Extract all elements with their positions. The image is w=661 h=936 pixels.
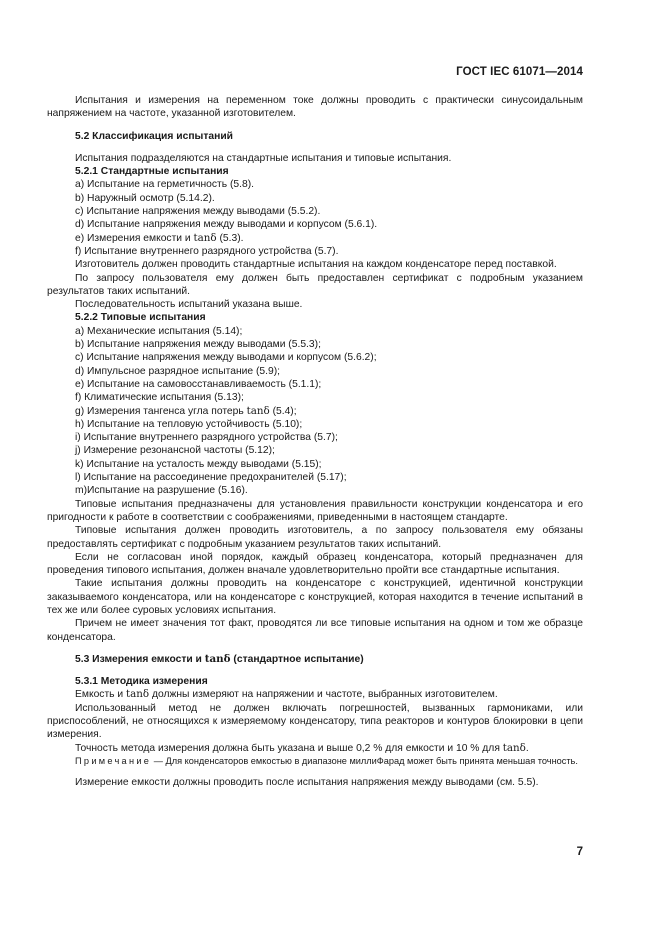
list-item-std-e-ref: (5.3). — [216, 232, 244, 244]
list-item-typ-c: c) Испытание напряжения между выводами и корпусом (5.6.2); — [75, 352, 377, 364]
paragraph-accuracy — [47, 742, 583, 755]
document-body — [47, 94, 583, 789]
list-item-std-e — [47, 232, 583, 245]
paragraph-sequence: Последовательность испытаний указана выше. — [75, 299, 303, 311]
paragraph-capacitance — [47, 688, 583, 701]
section-heading-5-2: 5.2 Классификация испытаний — [75, 130, 233, 142]
section-heading-5-3-text: 5.3 Измерения емкости и — [75, 653, 205, 665]
section-heading-5-3-1: 5.3.1 Методика измерения — [75, 676, 208, 688]
paragraph-type-manufacturer: Типовые испытания должен проводить изготовитель, а по запросу пользователя ему обязаны предоставлять сертификат с подробным указанием результатов таких испытаний. — [47, 525, 583, 550]
tan-delta-symbol: tanδ — [246, 404, 270, 417]
note-text: — Для конденсаторов емкостью в диапазоне миллиФарад может быть принята меньшая точность. — [151, 755, 578, 766]
list-item-typ-m: m)Испытание на разрушение (5.16). — [75, 485, 248, 497]
document-header-id: ГОСТ IEC 61071—2014 — [456, 66, 583, 78]
list-item-typ-g — [47, 405, 583, 418]
paragraph-capacitance-text: Емкость и — [75, 689, 126, 701]
section-heading-5-2-1: 5.2.1 Стандартные испытания — [75, 166, 229, 178]
paragraph-no-matter: Причем не имеет значения тот факт, проводятся ли все типовые испытания на одном и том же образце конденсатора. — [47, 618, 583, 643]
list-item-typ-j: j) Измерение резонансной частоты (5.12); — [75, 445, 275, 457]
section-heading-5-3-suffix: (стандартное испытание) — [230, 653, 364, 665]
paragraph-method: Использованный метод не должен включать погрешностей, вызванных гармониками, или приспособлений, не относящихся к измеряемому конденсатору, типа реакторов и контуров блокировки в цепи измерения. — [47, 702, 583, 741]
list-item-std-d: d) Испытание напряжения между выводами и корпусом (5.6.1). — [75, 219, 378, 231]
tan-delta-symbol: tanδ — [126, 688, 150, 701]
paragraph-unless-agreed: Если не согласован иной порядок, каждый образец конденсатора, который предназначен для проведения типового испытания, должен вначале удовлетворительно пройти все стандартные испытания. — [47, 551, 583, 577]
note-label: Примечание — [75, 755, 152, 766]
paragraph-accuracy-end: . — [525, 742, 529, 754]
list-item-std-a: a) Испытание на герметичность (5.8). — [75, 179, 254, 191]
paragraph-type-purpose: Типовые испытания предназначены для установления правильности конструкции конденсатора и его пригодности к работе в соответствии с соображениями, приведенными в настоящем стандарте. — [47, 498, 583, 523]
list-item-typ-k: k) Испытание на усталость между выводами (5.15); — [75, 458, 322, 470]
tan-delta-symbol: tanδ — [193, 231, 217, 244]
note — [47, 755, 583, 767]
list-item-typ-b: b) Испытание напряжения между выводами (5.5.3); — [75, 339, 321, 351]
paragraph-accuracy-text: Точность метода измерения должна быть указана и выше 0,2 % для емкости и 10 % для — [75, 742, 503, 754]
list-item-typ-f: f) Климатические испытания (5.13); — [75, 392, 244, 404]
list-item-typ-g-ref: (5.4); — [269, 405, 297, 417]
list-item-typ-a: a) Механические испытания (5.14); — [75, 325, 243, 337]
paragraph-user-request: По запросу пользователя ему должен быть предоставлен сертификат с подробным указанием результатов таких испытаний. — [47, 272, 583, 297]
list-item-typ-e: e) Испытание на самовосстанавливаемость (5.1.1); — [75, 378, 322, 390]
page-number: 7 — [576, 846, 583, 858]
list-item-std-b: b) Наружный осмотр (5.14.2). — [75, 192, 215, 204]
list-item-std-e-text: e) Измерения емкости и — [75, 232, 194, 244]
tan-delta-symbol: tanδ — [502, 741, 526, 754]
paragraph-after-voltage-test: Измерение емкости должны проводить после испытания напряжения между выводами (см. 5.5). — [75, 776, 539, 788]
paragraph-ac-testing: Испытания и измерения на переменном токе должны проводить с практически синусоидальным напряжением на частоте, указанной изготовителем. — [47, 95, 583, 120]
list-item-std-c: c) Испытание напряжения между выводами (5.5.2). — [75, 206, 321, 218]
section-heading-5-3 — [47, 653, 583, 666]
list-item-typ-d: d) Импульсное разрядное испытание (5.9); — [75, 365, 281, 377]
tan-delta-symbol: tanδ — [204, 652, 231, 665]
list-item-typ-h: h) Испытание на тепловую устойчивость (5.10); — [75, 418, 303, 430]
list-item-typ-i: i) Испытание внутреннего разрядного устройства (5.7); — [75, 432, 338, 444]
list-item-std-f: f) Испытание внутреннего разрядного устройства (5.7). — [75, 245, 339, 257]
list-item-typ-g-text: g) Измерения тангенса угла потерь — [75, 405, 247, 417]
section-heading-5-2-2: 5.2.2 Типовые испытания — [75, 312, 206, 324]
paragraph-such-tests: Такие испытания должны проводить на конденсаторе с конструкцией, идентичной конструкции заказываемого конденсатора, или на конденсаторе с конструкцией, которая находится в течение испытаний в тех же или более суровых условиях испытания. — [47, 578, 583, 616]
list-item-typ-l: l) Испытание на рассоединение предохранителей (5.17); — [75, 472, 347, 484]
paragraph-capacitance-rest: должны измеряют на напряжении и частоте, выбранных изготовителем. — [149, 689, 498, 701]
paragraph-test-classes: Испытания подразделяются на стандартные испытания и типовые испытания. — [75, 152, 452, 164]
paragraph-manufacturer: Изготовитель должен проводить стандартные испытания на каждом конденсаторе перед поставкой. — [75, 259, 557, 271]
